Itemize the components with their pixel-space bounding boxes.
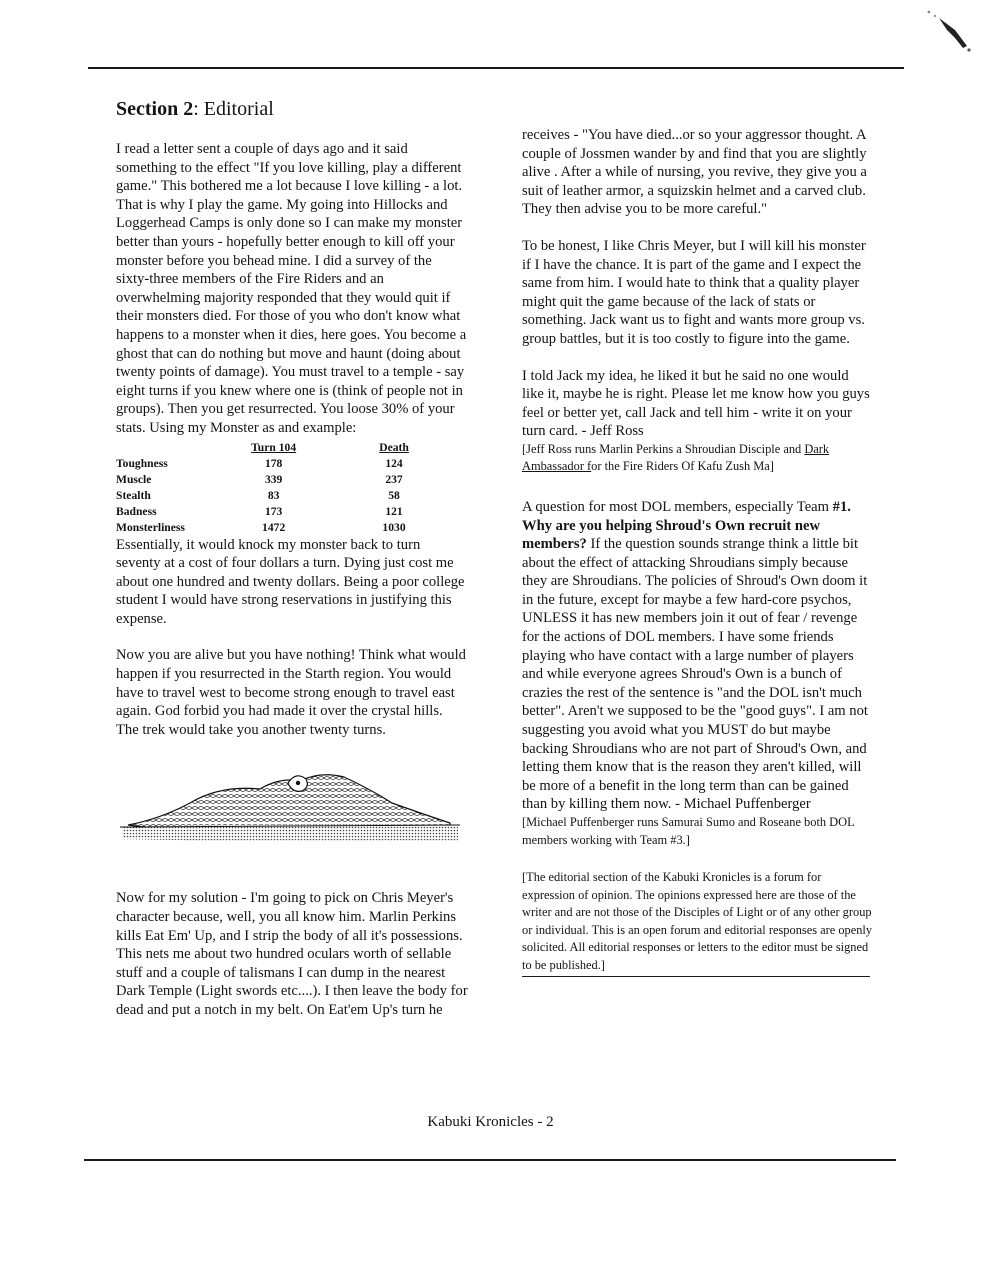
stats-table — [116, 440, 468, 536]
paragraph-text: If the question sounds strange think a little bit about the effect of attacking Shroudians simply because they are Shroudians. The policies of Shroud's Own doom it in the future, except for maybe a few hard-core psychos, UNLESS it has new members join it out of fear / revenge for the actions of DOL members. I have some friends playing who have contact with a large number of players and while everyone agrees Shroud's Own is a bunch of crazies the rest of the sentence is "and the DOL isn't much better". Aren't we supposed to be the "good guys". I am not suggesting you avoid what you MUST do but maybe backing Shroudians who are not part of Shroud's Own, and letting them know that is the reason they aren't killed, will be more of a benefit in the long term than can be gained than by killing them now. - Michael Puffenberger — [522, 536, 868, 813]
corner-scan-mark — [925, 8, 973, 52]
stat-label: Monsterliness — [116, 520, 185, 534]
left-paragraph-2: Essentially, it would knock my monster back to turn seventy at a cost of four dollars a turn. Dying just cost me about one hundred and twenty dollars. Being a poor college student I would have strong reservations in justifying this expense. — [116, 536, 465, 627]
crocodile-illustration — [120, 769, 460, 845]
stat-death-value: 58 — [388, 488, 400, 502]
editor-note-puffenberger: [Michael Puffenberger runs Samurai Sumo and Roseane both DOL members working with Team #3.] — [522, 815, 855, 847]
disclaimer-rule — [522, 976, 870, 977]
bold-question: #1. Why are you helping Shroud's Own recruit new members? — [522, 498, 851, 553]
stat-death-value: 237 — [385, 472, 403, 486]
right-paragraph-3: I told Jack my idea, he liked it but he said no one would like it, maybe he is right. Please let me know how you guys feel or better yet, call Jack and tell him - write it on your turn card. - Jeff Ross — [522, 367, 870, 440]
stats-header-row — [116, 440, 468, 456]
right-paragraph-1: receives - "You have died...or so your aggressor thought. A couple of Jossmen wander by and find that you are slightly alive . After a while of nursing, you revive, they give you a suit of leather armor, a squizskin helmet and a carved club. They then advise you to be more careful." — [522, 127, 867, 218]
right-paragraph-4 — [522, 498, 874, 814]
note-underlined-text: Dark Ambassador f — [522, 441, 830, 474]
left-paragraph-4: Now for my solution - I'm going to pick on Chris Meyer's character because, well, you all know him. Marlin Perkins kills Eat Em' Up, and I strip the body of all it's possessions. This nets me about two hundred oculars worth of sellable stuff and a couple of talismans I can dump in the nearest Dark Temple (Light swords etc....). I then leave the body for dead and put a notch in my belt. On Eat'em Up's turn he — [116, 890, 468, 1018]
stat-label: Muscle — [116, 472, 152, 486]
stat-label: Toughness — [116, 456, 168, 470]
stat-death-value: 121 — [385, 504, 403, 518]
stats-row — [116, 504, 468, 520]
stats-row — [116, 472, 468, 488]
stat-turn-value: 173 — [264, 504, 283, 518]
left-paragraph-3: Now you are alive but you have nothing! Think what would happen if you resurrected in the Starth region. You would have to travel west to become strong enough to travel east again. God forbid you had made it over the crystal hills. The trek would take you another twenty turns. — [116, 647, 466, 738]
stat-death-value: 124 — [385, 456, 403, 470]
top-rule — [88, 67, 904, 69]
stat-turn-value: 339 — [264, 472, 283, 486]
stat-label: Badness — [116, 504, 157, 518]
stat-death-value: 1030 — [382, 520, 406, 534]
right-paragraph-2: To be honest, I like Chris Meyer, but I will kill his monster if I have the chance. It is part of the game and I expect the same from him. I would hate to think that a quality player might quit the game because of the lack of stats or something. Jack want us to fight and wants more group vs. group battles, but it is too costly to figure into the game. — [522, 237, 866, 347]
note-text: or the Fire Riders Of Kafu Zush Ma] — [591, 459, 774, 474]
stat-turn-value: 1472 — [262, 520, 286, 534]
stat-label: Stealth — [116, 488, 151, 502]
stats-header-death: Death — [379, 440, 409, 454]
note-text: [Jeff Ross runs Marlin Perkins a Shroudian Disciple and — [522, 441, 805, 456]
stats-header-turn: Turn 104 — [251, 440, 297, 454]
left-column — [116, 140, 468, 1020]
editorial-disclaimer: [The editorial section of the Kabuki Kronicles is a forum for expression of opinion. The opinions expressed here are those of the writer and are not those of the Disciples of Light or of any other group or individual. This is an open forum and editorial responses are openly solicited. All editorial responses or letters to the editor must be signed to be published.] — [522, 870, 873, 972]
bottom-rule — [84, 1159, 896, 1161]
section-name: : Editorial — [193, 98, 274, 120]
stats-row — [116, 488, 468, 504]
stats-row — [116, 520, 468, 536]
stat-turn-value: 178 — [264, 456, 283, 470]
left-paragraph-1: I read a letter sent a couple of days ago and it said something to the effect "If you love killing, play a different game." This bothered me a lot because I love killing - a lot. That is why I play the game. My going into Hillocks and Loggerhead Camps is only done so I can make my monster better than yours - hopefully better enough to kill off your monster before you behead mine. I did a survey of the sixty-three members of the Fire Riders and an overwhelming majority responded that they would quit if their monsters died. For those of you who don't know what happens to a monster when it dies, here goes. You become a ghost that can do nothing but move and haunt (doing about twenty points of damage). You must travel to a temple - say eight turns if you knew where one is (think of people not in groups). Then you get resurrected. You loose 30% of your stats. Using my Monster as and example: — [116, 141, 467, 436]
stats-row — [116, 456, 468, 472]
section-number: Section 2 — [116, 98, 194, 120]
right-column — [522, 126, 874, 977]
paragraph-text: A question for most DOL members, especially Team — [522, 498, 833, 515]
stat-turn-value: 83 — [267, 488, 280, 502]
editor-note-jeff-ross — [522, 441, 874, 476]
section-title — [116, 98, 274, 121]
page-footer: Kabuki Kronicles - 2 — [427, 1114, 554, 1130]
